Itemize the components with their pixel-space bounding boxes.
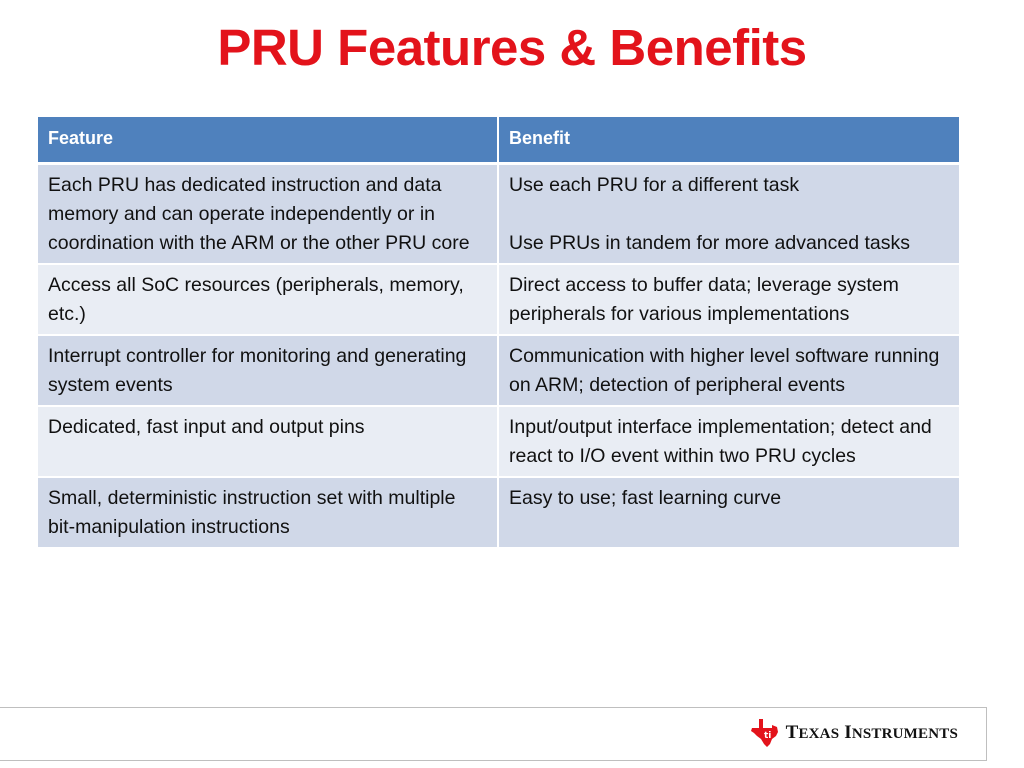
header-benefit: Benefit — [498, 117, 959, 164]
benefit-cell: Easy to use; fast learning curve — [498, 477, 959, 548]
table-row — [38, 335, 959, 406]
table-header-row — [38, 117, 959, 164]
slide-title: PRU Features & Benefits — [217, 19, 807, 76]
benefit-cell — [498, 164, 959, 265]
ti-logo — [750, 718, 958, 748]
feature-cell: Interrupt controller for monitoring and generating system events — [38, 335, 498, 406]
features-table — [38, 117, 959, 549]
table-row — [38, 477, 959, 548]
table-row — [38, 406, 959, 477]
header-feature: Feature — [38, 117, 498, 164]
feature-cell: Dedicated, fast input and output pins — [38, 406, 498, 477]
benefit-cell: Communication with higher level software running on ARM; detection of peripheral events — [498, 335, 959, 406]
benefit-cell: Input/output interface implementation; detect and react to I/O event within two PRU cycles — [498, 406, 959, 477]
texas-state-ti-icon — [750, 718, 780, 748]
table-row — [38, 264, 959, 335]
logo-wordmark: TEXAS INSTRUMENTS — [785, 722, 958, 743]
benefit-line: Use PRUs in tandem for more advanced tasks — [509, 232, 911, 254]
benefit-cell: Direct access to buffer data; leverage system peripherals for various implementations — [498, 264, 959, 335]
feature-cell: Access all SoC resources (peripherals, memory, etc.) — [38, 264, 498, 335]
feature-cell: Small, deterministic instruction set with multiple bit-manipulation instructions — [38, 477, 498, 548]
table-row — [38, 164, 959, 265]
feature-cell: Each PRU has dedicated instruction and data memory and can operate independently or in coordination with the ARM or the other PRU core — [38, 164, 498, 265]
svg-text:ti: ti — [763, 731, 771, 741]
benefit-line: Use each PRU for a different task — [509, 174, 800, 196]
